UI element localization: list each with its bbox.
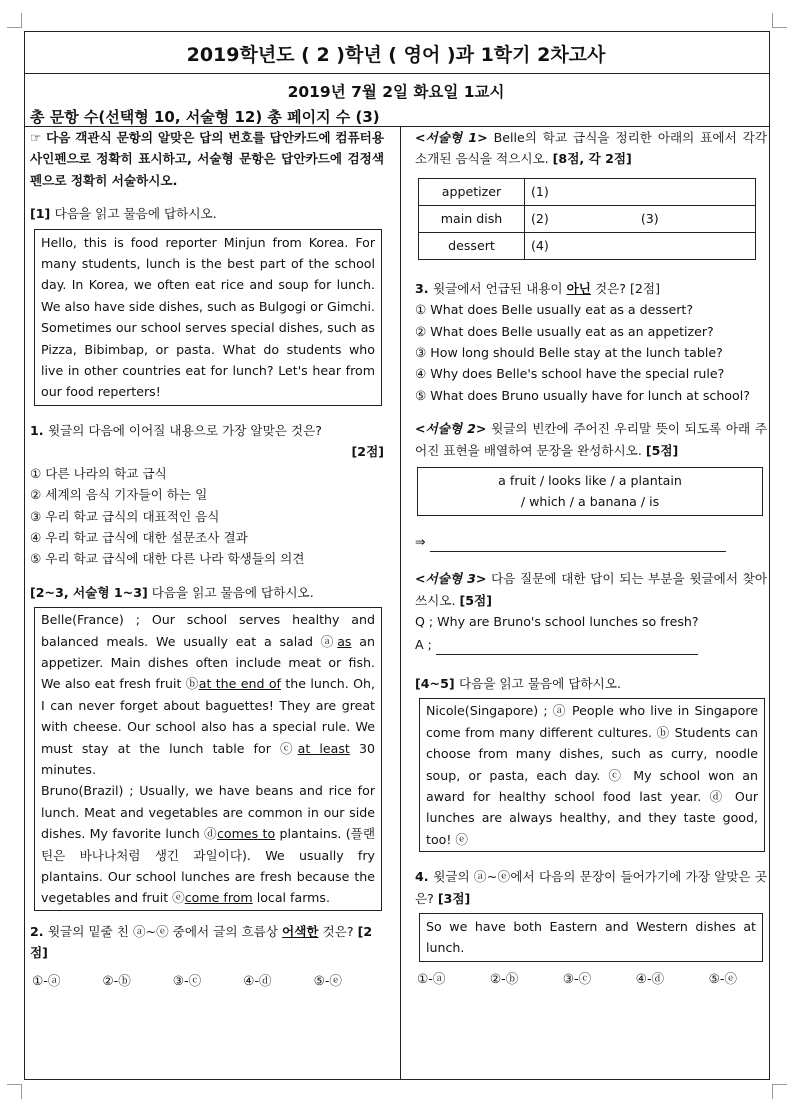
- row-header: main dish: [419, 205, 525, 232]
- crop-mark-top-right: [772, 13, 787, 28]
- question-4: 4. 윗글의 ⓐ~ⓔ에서 다음의 문장이 들어가기에 가장 알맞은 곳은? [3점]: [415, 869, 768, 906]
- insert-sentence: So we have both Eastern and Western dishes at lunch.: [419, 913, 763, 962]
- question-4-options: [417, 968, 737, 989]
- descriptive-3-answer: A ;: [415, 633, 767, 655]
- question-1-points: [2점]: [351, 444, 384, 460]
- left-column: [30, 127, 384, 991]
- answer-cell[interactable]: (1): [525, 178, 756, 205]
- section-4-heading: [4~5] 다음을 읽고 물음에 답하시오.: [415, 675, 621, 691]
- option-2[interactable]: ②-ⓑ: [102, 972, 131, 988]
- descriptive-2-answer: ⇒: [415, 530, 767, 552]
- exam-title: 2019학년도 ( 2 )학년 ( 영어 )과 1학기 2차고사: [186, 44, 606, 66]
- crop-mark-top-left: [7, 13, 22, 28]
- crop-mark-bottom-right: [772, 1084, 787, 1099]
- question-3: 3. 윗글에서 언급된 내용이 아닌 것은? [2점]: [415, 280, 660, 296]
- word-bank: a fruit / looks like / a plantain / which / a banana / is: [417, 467, 763, 516]
- option-3[interactable]: ③ 우리 학교 급식의 대표적인 음식: [30, 508, 220, 524]
- option-5[interactable]: ⑤ What does Bruno usually have for lunch at school?: [415, 387, 750, 403]
- right-column: [415, 127, 767, 989]
- exam-meta: 총 문항 수(선택형 10, 서술형 12) 총 페이지 수 (3): [30, 108, 380, 126]
- passage-1: Hello, this is food reporter Minjun from Korea. For many students, lunch is the best part of the school day. In Korea, we often eat rice and soup for lunch. We also have side dishes, such as Bulgogi or Gimchi. Sometimes our school serves special dishes, such as Pizza, Bibimbap, or pasta. What do students who live in other countries eat for lunch? Let's hear from our food reperters!: [34, 229, 382, 406]
- answer-cell[interactable]: (4): [525, 232, 756, 259]
- exam-date: 2019년 7월 2일 화요일 1교시: [287, 83, 505, 101]
- table-row: [419, 178, 756, 205]
- answer-line[interactable]: [430, 530, 726, 552]
- option-1[interactable]: ①-ⓐ: [417, 970, 446, 986]
- option-4[interactable]: ④ Why does Belle's school have the special rule?: [415, 366, 725, 382]
- answer-line[interactable]: [436, 633, 698, 655]
- option-1[interactable]: ①-ⓐ: [32, 972, 61, 988]
- section-1-heading: [1] 다음을 읽고 물음에 답하시오.: [30, 206, 217, 222]
- passage-4: Nicole(Singapore) ; ⓐ People who live in Singapore come from many different cultures. ⓑ Students can choose from many dishes, such as curry, noodle soup, or pasta, each day. ⓒ My school won an award for healthy school food last year. ⓓ Our lunches are always healthy, and they taste good, too! ⓔ: [419, 698, 765, 852]
- passage-2: Belle(France) ; Our school serves healthy and balanced meals. We usually eat a salad ⓐas an appetizer. Main dishes often include meat or fish. We also eat fresh fruit ⓑat the end of the lunch. Oh, I can never forget about baguettes! They are great with cheese. Our school also has a special rule. We must stay at the lunch table for ⓒat least 30 minutes. Bruno(Brazil) ; Usually, we have beans and rice for lunch. Meat and vegetables are common in our side dishes. My favorite lunch ⓓcomes to plantains. (플랜틴은 바나나처럼 생긴 과일이다). We usually fry plantains. Our school lunches are fresh because the vegetables and fruit ⓔcome from local farms.: [34, 607, 382, 911]
- descriptive-3-question: Q ; Why are Bruno's school lunches so fresh?: [415, 614, 699, 630]
- option-5[interactable]: ⑤-ⓔ: [313, 972, 342, 988]
- row-header: appetizer: [419, 178, 525, 205]
- answer-cell[interactable]: (2) (3): [525, 205, 756, 232]
- option-2[interactable]: ② 세계의 음식 기자들이 하는 일: [30, 487, 208, 503]
- option-4[interactable]: ④-ⓓ: [635, 970, 665, 986]
- crop-mark-bottom-left: [7, 1084, 22, 1099]
- descriptive-3: <서술형 3> 다음 질문에 대한 답이 되는 부분을 윗글에서 찾아 쓰시오. [5점]: [415, 571, 767, 608]
- option-3[interactable]: ③-ⓒ: [562, 970, 592, 986]
- descriptive-2: <서술형 2> 윗글의 빈칸에 주어진 우리말 뜻이 되도록 아래 주어진 표현을 배열하여 문장을 완성하시오. [5점]: [415, 421, 767, 458]
- option-1[interactable]: ① What does Belle usually eat as a dessert?: [415, 302, 694, 318]
- table-row: [419, 205, 756, 232]
- option-4[interactable]: ④ 우리 학교 급식에 대한 설문조사 결과: [30, 529, 248, 545]
- belle-food-table: [418, 178, 756, 260]
- title-divider: [24, 73, 770, 74]
- option-4[interactable]: ④-ⓓ: [243, 972, 272, 988]
- instructions: ☞ 다음 객관식 문항의 알맞은 답의 번호를 답안카드에 컴퓨터용 사인펜으로 정확히 표시하고, 서술형 문항은 답안카드에 검정색 펜으로 정확히 서술하시오.: [30, 130, 384, 188]
- section-2-heading: [2~3, 서술형 1~3] 다음을 읽고 물음에 답하시오.: [30, 584, 314, 600]
- question-1: 1. 윗글의 다음에 이어질 내용으로 가장 알맞은 것은?: [30, 422, 322, 438]
- descriptive-1: <서술형 1> Belle의 학교 급식을 정리한 아래의 표에서 각각 소개된 음식을 적으시오. [8점, 각 2점]: [415, 130, 767, 167]
- question-3-options: [415, 299, 767, 406]
- option-5[interactable]: ⑤-ⓔ: [708, 970, 737, 986]
- option-2[interactable]: ②-ⓑ: [489, 970, 519, 986]
- question-1-options: [30, 463, 384, 570]
- option-2[interactable]: ② What does Belle usually eat as an appetizer?: [415, 323, 714, 339]
- option-5[interactable]: ⑤ 우리 학교 급식에 대한 다른 나라 학생들의 의견: [30, 551, 305, 567]
- option-3[interactable]: ③ How long should Belle stay at the lunch table?: [415, 345, 723, 361]
- table-row: [419, 232, 756, 259]
- column-divider: [400, 126, 401, 1080]
- option-3[interactable]: ③-ⓒ: [172, 972, 202, 988]
- row-header: dessert: [419, 232, 525, 259]
- question-2: 2. 윗글의 밑줄 친 ⓐ~ⓔ 중에서 글의 흐름상 어색한 것은? [2점]: [30, 923, 373, 961]
- option-1[interactable]: ① 다른 나라의 학교 급식: [30, 465, 167, 481]
- question-2-options: [32, 970, 342, 991]
